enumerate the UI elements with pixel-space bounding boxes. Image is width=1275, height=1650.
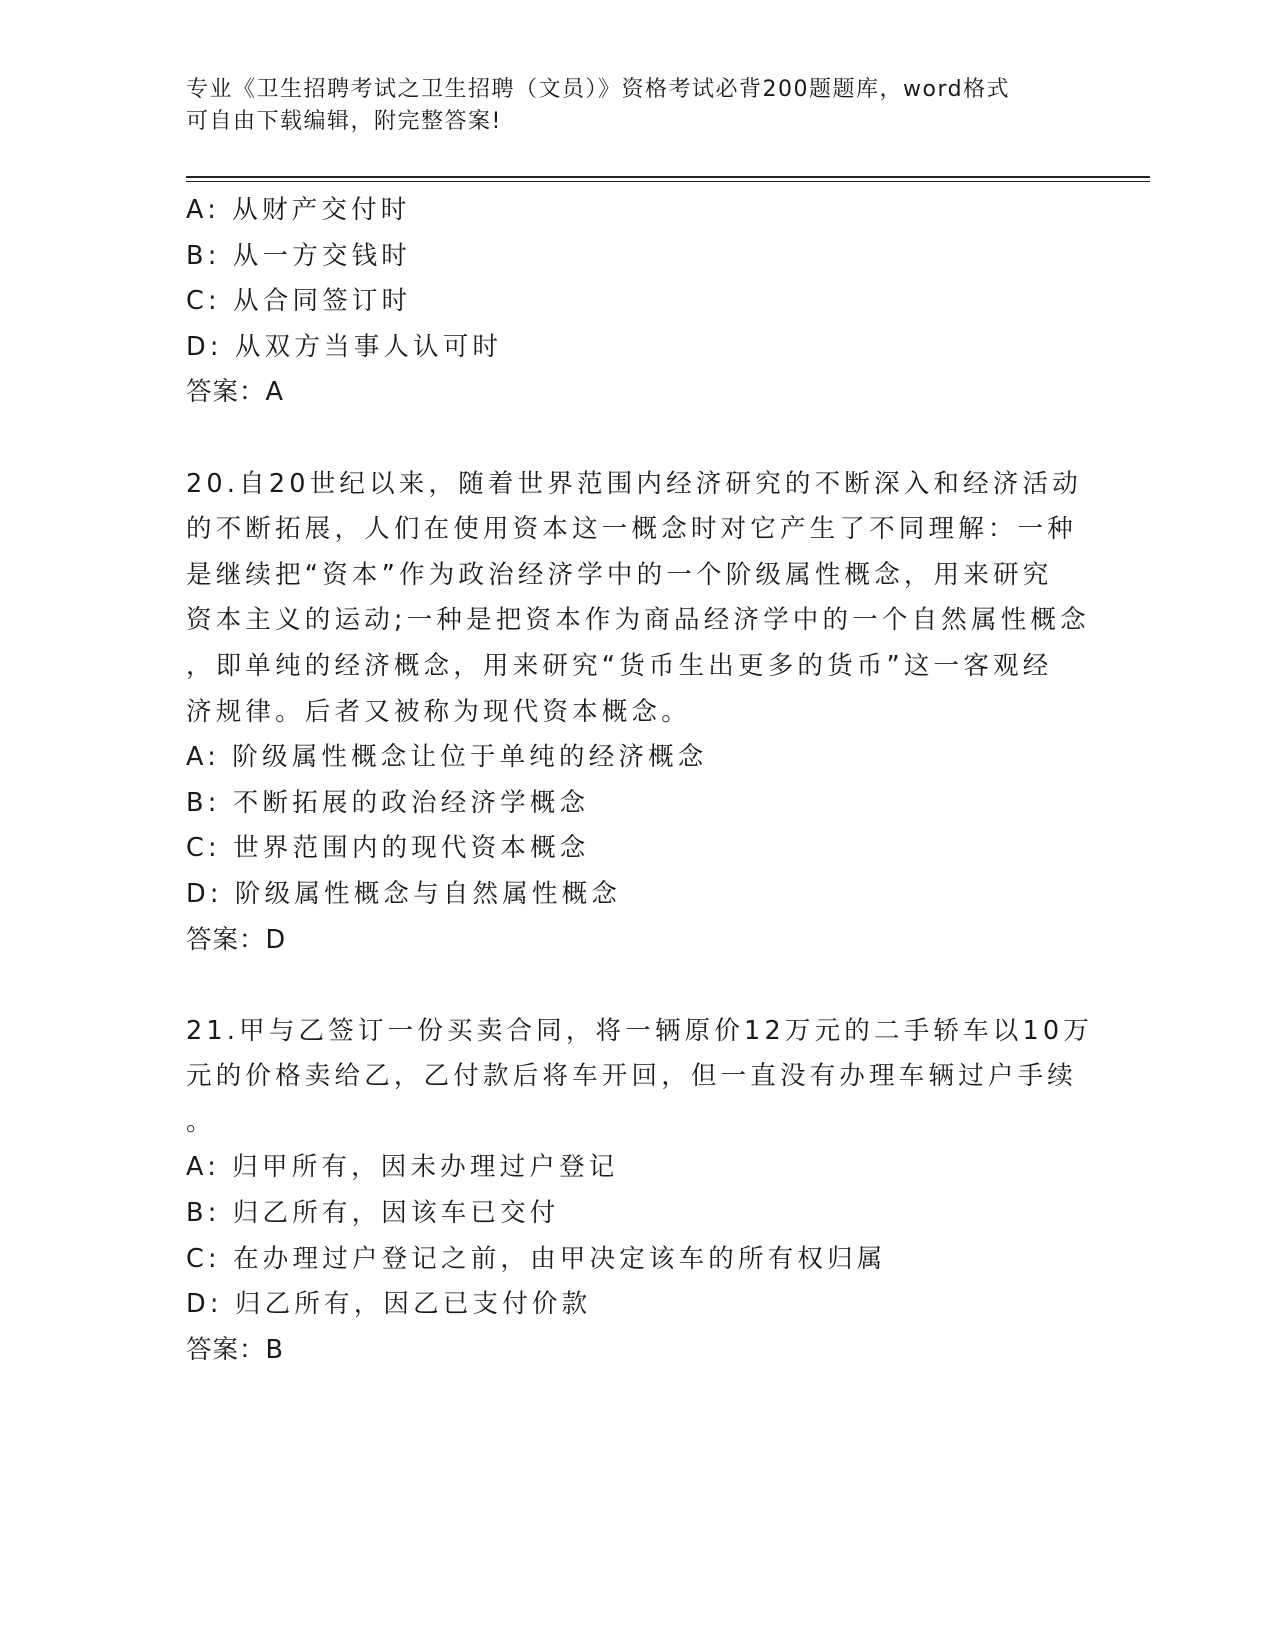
question-19-option-a: A: 从财产交付时: [186, 195, 411, 225]
question-21-answer: 答案：B: [186, 1334, 284, 1365]
question-20-answer: 答案：D: [186, 924, 287, 955]
header-title-line-1: 专业《卫生招聘考试之卫生招聘（文员）》资格考试必背200题题库，word格式: [186, 77, 1011, 102]
question-20-option-c: C: 世界范围内的现代资本概念: [186, 833, 590, 864]
question-21-option-b: B: 归乙所有，因该车已交付: [186, 1198, 560, 1229]
question-20: [186, 462, 1090, 964]
question-19-answer: 答案：A: [186, 377, 284, 408]
document-body: [186, 188, 1094, 1373]
question-19-option-d: D: 从双方当事人认可时: [186, 331, 503, 362]
header-rule-thin: [186, 181, 1150, 182]
question-21-text-line: 元的价格卖给乙，乙付款后将车开回，但一直没有办理车辆过户手续: [186, 1061, 1078, 1092]
question-20-text-line: ，即单纯的经济概念，用来研究“货币生出更多的货币”这一客观经: [186, 650, 1053, 681]
question-20-text-line: 资本主义的运动;一种是把资本作为商品经济学中的一个自然属性概念: [186, 605, 1090, 636]
question-20-text-line: 20.自20世纪以来，随着世界范围内经济研究的不断深入和经济活动: [186, 468, 1082, 499]
question-20-option-d: D: 阶级属性概念与自然属性概念: [186, 878, 622, 909]
question-20-text-line: 济规律。后者又被称为现代资本概念。: [186, 696, 691, 727]
page-header: [186, 74, 1066, 138]
question-20-text-line: 的不断拓展，人们在使用资本这一概念时对它产生了不同理解：一种: [186, 514, 1078, 545]
question-21-option-d: D: 归乙所有，因乙已支付价款: [186, 1289, 592, 1320]
question-19: [186, 188, 1086, 416]
question-21: [186, 1009, 1094, 1374]
question-20-option-a: A: 阶级属性概念让位于单纯的经济概念: [186, 742, 708, 773]
question-19-option-b: B: 从一方交钱时: [186, 240, 411, 271]
question-19-option-c: C: 从合同签订时: [186, 286, 412, 317]
question-21-option-c: C: 在办理过户登记之前，由甲决定该车的所有权归属: [186, 1243, 887, 1274]
spacer: [186, 963, 1086, 1009]
spacer: [186, 416, 1086, 462]
question-20-option-b: B: 不断拓展的政治经济学概念: [186, 787, 590, 818]
question-21-text-line: 。: [186, 1106, 216, 1137]
header-rule-thick: [186, 176, 1150, 178]
question-20-text-line: 是继续把“资本”作为政治经济学中的一个阶级属性概念，用来研究: [186, 559, 1053, 590]
header-title-line-2: 可自由下载编辑，附完整答案!: [186, 109, 502, 134]
question-21-option-a: A: 归甲所有，因未办理过户登记: [186, 1152, 619, 1183]
question-21-text-line: 21.甲与乙签订一份买卖合同，将一辆原价12万元的二手轿车以10万: [186, 1015, 1094, 1046]
